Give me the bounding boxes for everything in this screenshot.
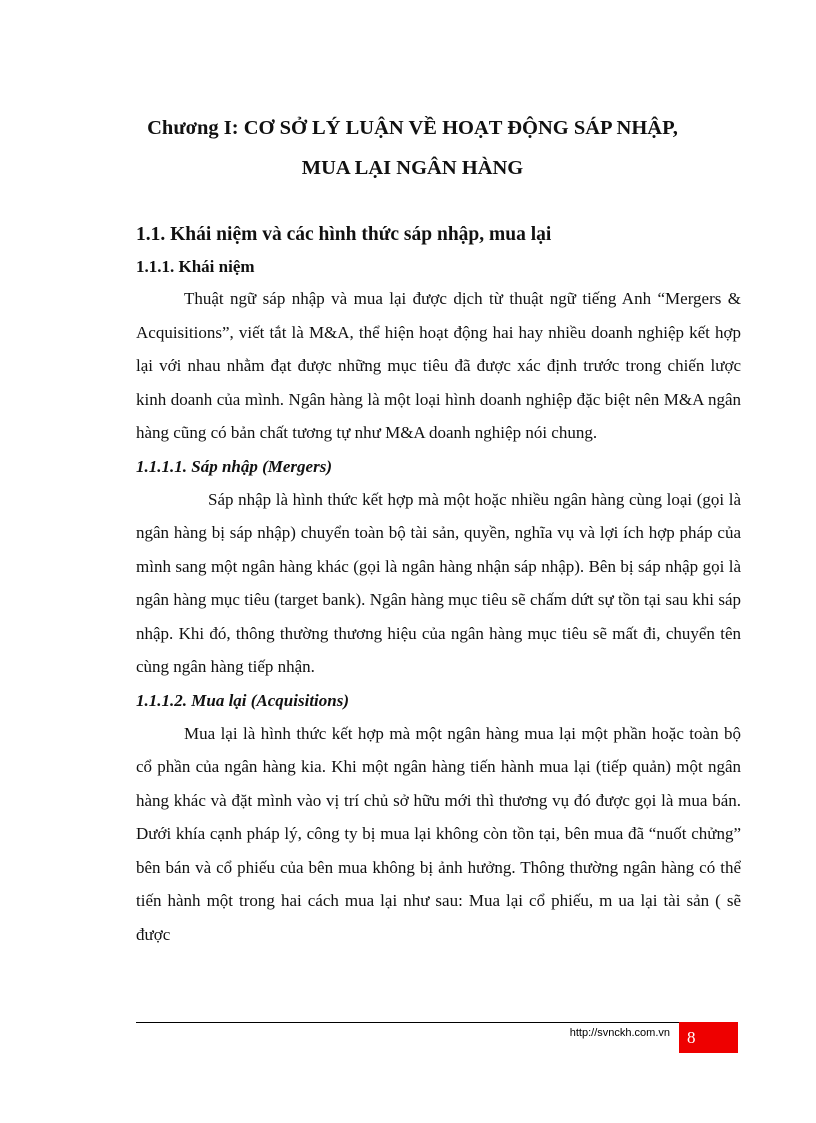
acquisitions-heading: 1.1.1.2. Mua lại (Acquisitions) [136,690,350,710]
acquisitions-paragraph: Mua lại là hình thức kết hợp mà một ngân hàng mua lại một phần hoặc toàn bộ cổ phần của ngân hàng kia. Khi một ngân hàng tiến hành mua lại (tiếp quản) một ngân hàng khác và đặt mình vào vị trí chủ sở hữu mới thì thương vụ đó được gọi là mua bán. Dưới khía cạnh pháp lý, công ty bị mua lại không còn tồn tại, bên mua đã “nuốt chửng” bên bán và cổ phiếu của bên mua không bị ảnh hưởng. Thông thường ngân hàng có thể tiến hành một trong hai cách mua lại như sau: Mua lại cổ phiếu, m ua lại tài sản ( sẽ được [136,723,741,944]
mergers-heading: 1.1.1.1. Sáp nhập (Mergers) [136,456,332,476]
footer-url: http://svnckh.com.vn [569,1027,670,1039]
section-heading: 1.1. Khái niệm và các hình thức sáp nhập, mua lại [136,224,552,245]
chapter-title [120,108,705,188]
footer-divider [136,1022,679,1023]
subsection-heading: 1.1.1. Khái niệm [136,257,255,276]
definition-paragraph: Thuật ngữ sáp nhập và mua lại được dịch từ thuật ngữ tiếng Anh “Mergers & Acquisitions”, viết tắt là M&A, thể hiện hoạt động hai hay nhiều doanh nghiệp kết hợp lại với nhau nhằm đạt được những mục tiêu đã được xác định trước trong chiến lược kinh doanh của mình. Ngân hàng là một loại hình doanh nghiệp đặc biệt nên M&A ngân hàng cũng có bản chất tương tự như M&A doanh nghiệp nói chung. [136,289,741,442]
page-number-badge: 8 [679,1022,738,1053]
mergers-paragraph: Sáp nhập là hình thức kết hợp mà một hoặc nhiều ngân hàng cùng loại (gọi là ngân hàng bị sáp nhập) chuyển toàn bộ tài sản, quyền, nghĩa vụ và lợi ích hợp pháp của mình sang một ngân hàng khác (gọi là ngân hàng nhận sáp nhập). Bên bị sáp nhập gọi là ngân hàng mục tiêu (target bank). Ngân hàng mục tiêu sẽ chấm dứt sự tồn tại sau khi sáp nhập. Khi đó, thông thường thương hiệu của ngân hàng mục tiêu sẽ mất đi, chuyển tên cùng ngân hàng tiếp nhận. [136,489,741,676]
page-body [136,218,741,951]
chapter-title-line-1: Chương I: CƠ SỞ LÝ LUẬN VỀ HOẠT ĐỘNG SÁP NHẬP, [147,117,678,139]
chapter-title-line-2: MUA LẠI NGÂN HÀNG [301,157,524,179]
